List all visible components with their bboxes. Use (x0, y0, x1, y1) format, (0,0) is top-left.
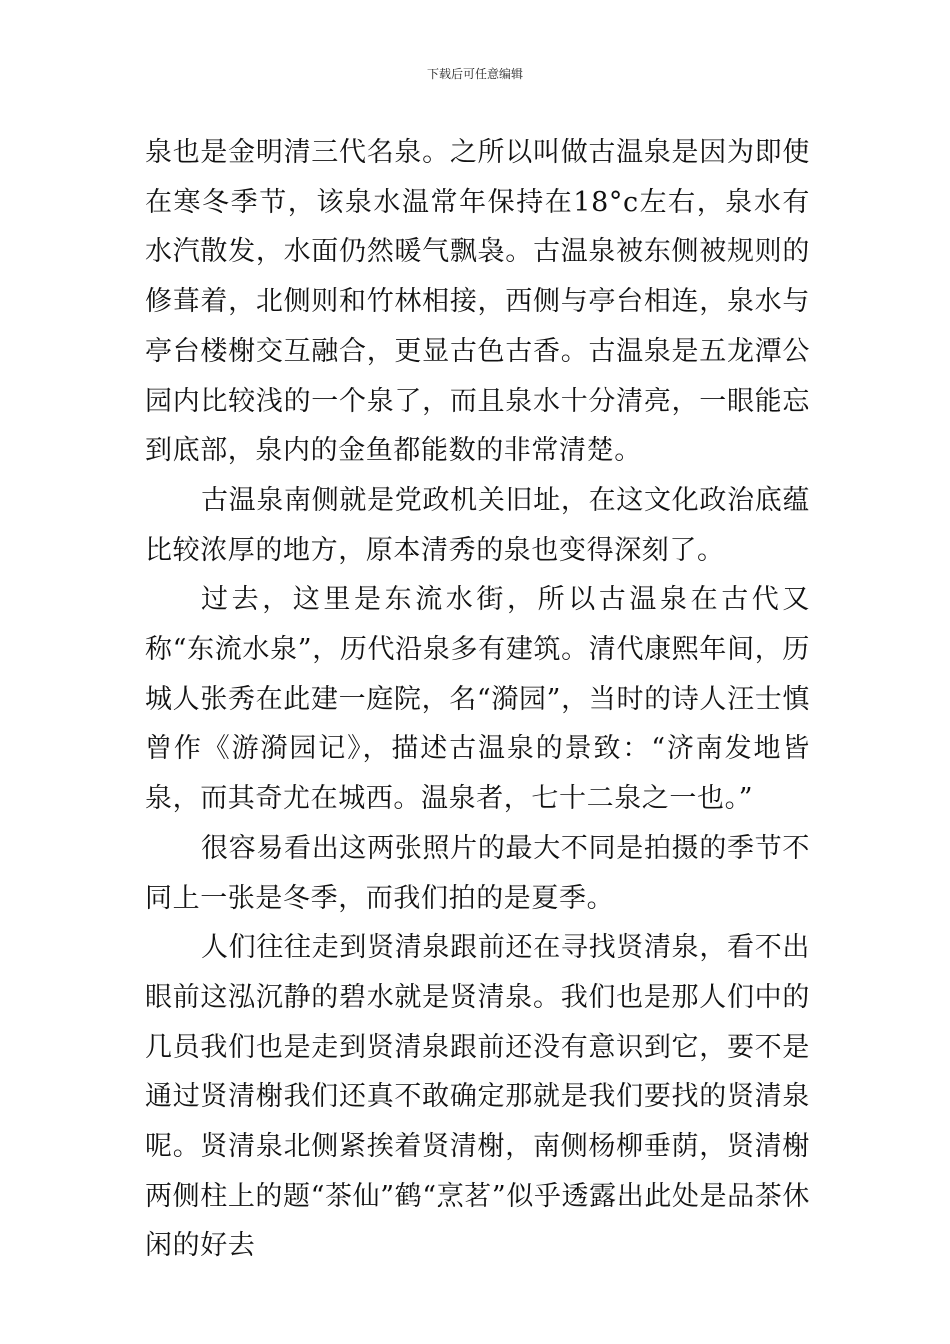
page-header: 下载后可任意编辑 (426, 67, 523, 81)
paragraph-2: 古温泉南侧就是党政机关旧址，在这文化政治底蕴比较浓厚的地方，原本清秀的泉也变得深刻了。 (145, 484, 810, 566)
paragraph-5: 人们往往走到贤清泉跟前还在寻找贤清泉，看不出眼前这泓沉静的碧水就是贤清泉。我们也是那人们中的几员我们也是走到贤清泉跟前还没有意识到它，要不是通过贤清榭我们还真不敢确定那就是我们要找的贤清泉呢。贤清泉北侧紧挨着贤清榭，南侧杨柳垂荫，贤清榭两侧柱上的题“茶仙”鹤“烹茗”似乎透露出此处是品茶休闲的好去 (145, 932, 810, 1262)
paragraph-4: 很容易看出这两张照片的最大不同是拍摄的季节不同上一张是冬季，而我们拍的是夏季。 (145, 832, 810, 914)
body-text (145, 128, 810, 1271)
paragraph-3: 过去，这里是东流水街，所以古温泉在古代又称“东流水泉”，历代沿泉多有建筑。清代康熙年间，历城人张秀在此建一庭院，名“漪园”，当时的诗人汪士慎曾作《游漪园记》，描述古温泉的景致：“济南发地皆泉，而其奇尤在城西。温泉者，七十二泉之一也。” (145, 584, 810, 815)
paragraph-1: 泉也是金明清三代名泉。之所以叫做古温泉是因为即使在寒冬季节，该泉水温常年保持在18°c左右，泉水有水汽散发，水面仍然暖气飘袅。古温泉被东侧被规则的修葺着，北侧则和竹林相接，西侧与亭台相连，泉水与亭台楼榭交互融合，更显古色古香。古温泉是五龙潭公园内比较浅的一个泉了，而且泉水十分清亮，一眼能忘到底部，泉内的金鱼都能数的非常清楚。 (145, 137, 810, 467)
